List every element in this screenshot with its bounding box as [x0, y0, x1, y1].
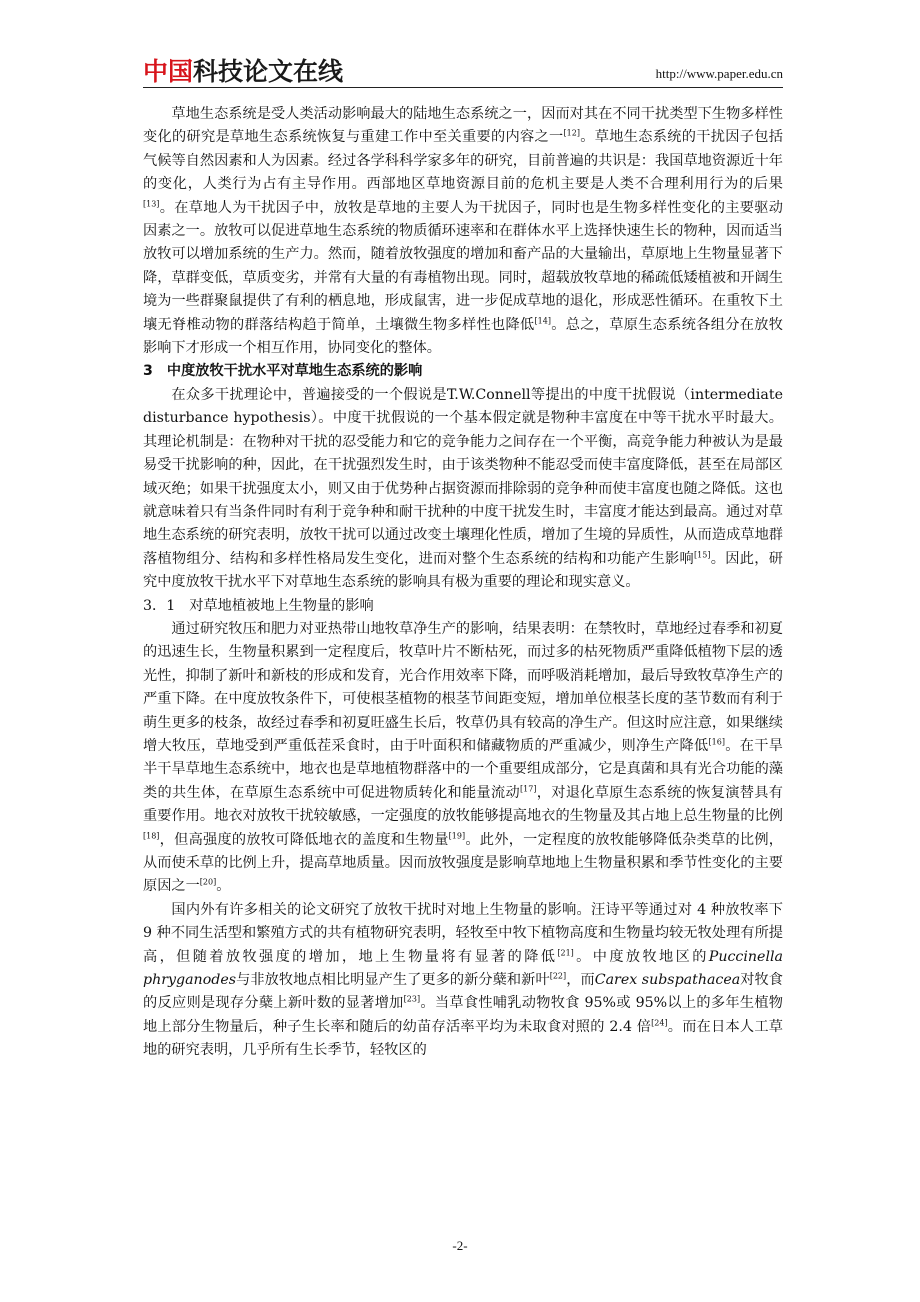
logo-text-china: 中国 [143, 57, 194, 86]
section-number: 3．1 [143, 597, 176, 614]
page-number: -2- [452, 1238, 468, 1253]
section-title: 中度放牧干扰水平对草地生态系统的影响 [166, 363, 423, 380]
species-name: Puccinella phryganodes [143, 948, 783, 989]
citation: [13] [143, 198, 160, 208]
citation: [14] [534, 315, 551, 325]
paragraph-grassland-disturbance: 草地生态系统是受人类活动影响最大的陆地生态系统之一，因而对其在不同干扰类型下生物多样性变化的研究是草地生态系统恢复与重建工作中至关重要的内容之一[12]。草地生态系统的干扰因子包括气候等自然因素和人为因素。经过各学科科学家多年的研究，目前普遍的共识是：我国草地资源近十年的变化，人类行为占有主导作用。西部地区草地资源目前的危机主要是人类不合理利用行为的后果[13]。在草地人为干扰因子中，放牧是草地的主要人为干扰因子，同时也是生物多样性变化的主要驱动因素之一。放牧可以促进草地生态系统的物质循环速率和在群体水平上选择快速生长的物种，因而适当放牧可以增加系统的生产力。然而，随着放牧强度的增加和畜产品的大量输出，草原地上生物量显著下降，草群变低，草质变劣，并常有大量的有毒植物出现。同时，超载放牧草地的稀疏低矮植被和开阔生境为一些群聚鼠提供了有利的栖息地，形成鼠害，进一步促成草地的退化，形成恶性循环。在重牧下土壤无脊椎动物的群落结构趋于简单，土壤微生物多样性也降低[14]。总之，草原生态系统各组分在放牧影响下才形成一个相互作用，协同变化的整体。 [143, 106, 783, 357]
citation: [17] [520, 784, 537, 794]
citation: [15] [694, 549, 711, 559]
section-heading-3 [143, 360, 783, 383]
citation: [18] [143, 830, 160, 840]
citation: [12] [563, 128, 580, 138]
paragraph-intermediate-disturbance: 在众多干扰理论中，普遍接受的一个假说是T.W.Connell等提出的中度干扰假说（intermediate disturbance hypothesis）。中度干扰假说的一个基本假定就是物种丰富度在中等干扰水平时最大。其理论机制是：在物种对干扰的忍受能力和它的竞争能力之间存在一个平衡，高竞争能力种被认为是最易受干扰影响的种，因此，在干扰强烈发生时，由于该类物种不能忍受而使丰富度降低，甚至在局部区域灭绝；如果干扰强度太小，则又由于优势种占据资源而排除弱的竞争种而使丰富度也随之降低。这也就意味着只有当条件同时有利于竞争种和耐干扰种的中度干扰发生时，丰富度才能达到最高。通过对草地生态系统的研究表明，放牧干扰可以通过改变土壤理化性质，增加了生境的异质性，从而造成草地群落植物组分、结构和多样性格局发生变化，进而对整个生态系统的结构和功能产生影响[15]。因此，研究中度放牧干扰水平下对草地生态系统的影响具有极为重要的理论和现实意义。 [143, 386, 783, 591]
section-heading-3-1 [143, 595, 783, 618]
header-url[interactable]: http://www.paper.edu.cn [655, 66, 783, 81]
site-logo [143, 58, 343, 86]
citation: [16] [708, 737, 725, 747]
paragraph-aboveground-biomass: 通过研究牧压和肥力对亚热带山地牧草净生产的影响，结果表明：在禁牧时，草地经过春季和初夏的迅速生长，生物量积累到一定程度后，牧草叶片不断枯死，而过多的枯死物质严重降低植物下层的透光性，抑制了新叶和新枝的形成和发育，光合作用效率下降，而呼吸消耗增加，最后导致牧草净生产的严重下降。在中度放牧条件下，可使根茎植物的根茎节间距变短，增加单位根茎长度的茎节数而有利于萌生更多的枝条，故经过春季和初夏旺盛生长后，牧草仍具有较高的净生产。但这时应注意，如果继续增大牧压，草地受到严重低茬采食时，由于叶面积和储藏物质的严重减少，则净生产降低[16]。在干旱半干旱草地生态系统中，地衣也是草地植物群落中的一个重要组成部分，它是真菌和具有光合功能的藻类的共生体，在草原生态系统中可促进物质转化和能量流动[17]，对退化草原生态系统的恢复演替具有重要作用。地衣对放牧干扰较敏感，一定强度的放牧能够提高地衣的生物量及其占地上总生物量的比例[18]，但高强度的放牧可降低地衣的盖度和生物量[19]。此外，一定程度的放牧能够降低杂类草的比例，从而使禾草的比例上升，提高草地质量。因而放牧强度是影响草地地上生物量积累和季节性变化的主要原因之一[20]。 [143, 620, 783, 895]
header-divider [143, 87, 783, 88]
species-name: Carex subspathacea [594, 972, 741, 989]
citation: [19] [448, 830, 466, 840]
page-header [143, 58, 783, 86]
citation: [20] [199, 877, 217, 887]
section-number: 3 [143, 363, 153, 380]
citation: [23] [403, 994, 421, 1004]
logo-text-sci-tech-paper-online: 科技论文在线 [193, 57, 344, 86]
section-title: 对草地植被地上生物量的影响 [189, 597, 374, 614]
paragraph-grazing-studies: 国内外有许多相关的论文研究了放牧干扰时对地上生物量的影响。汪诗平等通过对 4 种放牧率下 9 种不同生活型和繁殖方式的共有植物研究表明，轻牧至中牧下植物高度和生物量均较无牧处理有所提高，但随着放牧强度的增加，地上生物量将有显著的降低[21]。中度放牧地区的Puccinella phryganodes与非放牧地点相比明显产生了更多的新分蘖和新叶[22]，而Carex subspathacea对牧食的反应则是现存分蘖上新叶数的显著增加[23]。当草食性哺乳动物牧食 95%或 95%以上的多年生植物地上部分生物量后，种子生长率和随后的幼苗存活率平均为未取食对照的 2.4 倍[24]。而在日本人工草地的研究表明，几乎所有生长季节，轻牧区的 [143, 901, 783, 1059]
citation: [24] [651, 1018, 668, 1028]
citation: [21] [557, 947, 574, 957]
article-body [143, 103, 783, 1063]
citation: [22] [549, 971, 567, 981]
